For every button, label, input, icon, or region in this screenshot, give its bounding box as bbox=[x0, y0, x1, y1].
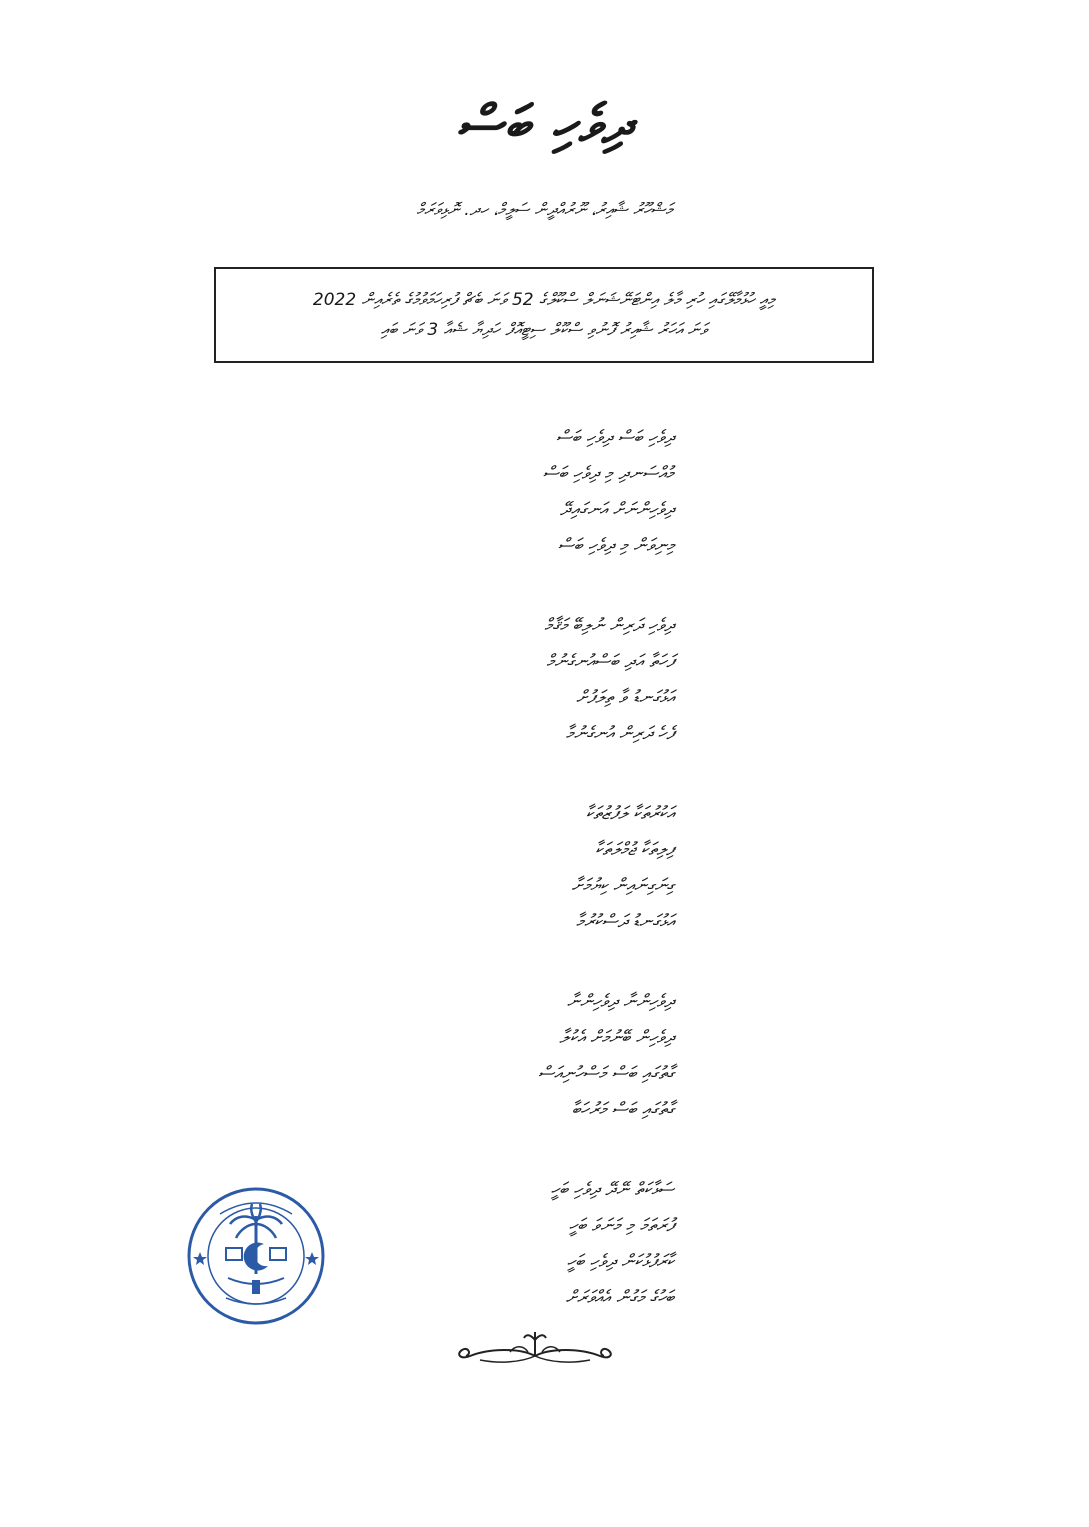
poem-line: ފަހަތާ އަދި ބަސްއުނގެނުމް bbox=[546, 651, 674, 672]
poem-line: ކާރަފުޅުކަން ދިވެހި ބަހީ bbox=[566, 1251, 674, 1272]
poem bbox=[538, 420, 674, 1360]
poem-line: ގާތުގައި ބަސް މަސްހުނިއަސް bbox=[538, 1063, 674, 1084]
poem-line: އަޅުގަނޑު ދަސްކުރުމާ bbox=[576, 911, 674, 932]
poem-line: ފިލިތަކާ ޖުމްލަތަކާ bbox=[595, 839, 674, 860]
stanza-5 bbox=[538, 1172, 674, 1316]
poem-line: މުއްސަނދި މި ދިވެހި ބަސް bbox=[542, 463, 674, 484]
emblem-seal-icon bbox=[186, 1186, 326, 1326]
poem-line: ސަޅާކަތް ނޭދޭ ދިވެހި ބަހީ bbox=[550, 1179, 674, 1200]
stanza-2 bbox=[538, 608, 674, 752]
poem-line: ބަހުގެ މަގުން އެއްވަރަށް bbox=[565, 1287, 674, 1308]
note-line-2: ވަނަ އަހަރު ޝާއިރު ފޮނުވި ސްކޫލް ސިޓީއޮފް ހަދިޔާ ޝެއާ 3 ވަނަ ބައި bbox=[380, 320, 708, 340]
poem-line: ފުރަތަމަ މި މަނަވަ ބަހީ bbox=[568, 1215, 674, 1236]
poem-line: ގާތުގައި ބަސް މަރުހަބާ bbox=[571, 1099, 674, 1120]
poem-line: އަކުރުތަކާ ލަފުޒުތަކާ bbox=[585, 803, 674, 824]
poem-line: ދިވެހިންނަށް އަނގައިދޭ bbox=[559, 499, 674, 520]
poem-line: ދިވެހިން ބޭނުމަށް އެކުލާ bbox=[559, 1027, 674, 1048]
poem-line: އަޅުގަނޑު ވާ ތިލަފުށް bbox=[576, 687, 674, 708]
ornament-divider-icon bbox=[450, 1326, 620, 1376]
poem-line: ދިވެހި ދަރިން ނުލިބޭ މަޤާމް bbox=[544, 615, 674, 636]
poem-line: ގިނަގިނައިން ކިޔުމަށާ bbox=[571, 875, 674, 896]
stanza-1 bbox=[538, 420, 674, 564]
poem-line: ދިވެހިންނާ ދިވެހިންނާ bbox=[567, 991, 674, 1012]
poem-line: ދިވެހި ބަސް ދިވެހި ބަސް bbox=[556, 427, 674, 448]
page-title: ދިވެހި ބަސް bbox=[456, 95, 633, 155]
author-line: މަޝްހޫރު ޝާއިރު، ނޫރުއްދީން ސަލީމް، ހދ. ނޮޅިވަރަމް bbox=[416, 200, 673, 220]
stanza-3 bbox=[538, 796, 674, 940]
note-line-1: މިއީ ހުޅުމާލޭގައި ހުރި މާލެ އިންޓަނޭޝަނަލް ސްކޫލްގެ 52 ވަނަ ބެޗް ފުރިހަމަވުމުގެ ތެރެއިން 2022 bbox=[312, 290, 776, 310]
poem-line: މިނިވަން މި ދިވެހި ބަސް bbox=[557, 535, 674, 556]
note-box bbox=[214, 267, 874, 363]
stanza-4 bbox=[538, 984, 674, 1128]
poem-line: ފެހެ ދަރިން އުނގެނުމާ bbox=[565, 723, 674, 744]
